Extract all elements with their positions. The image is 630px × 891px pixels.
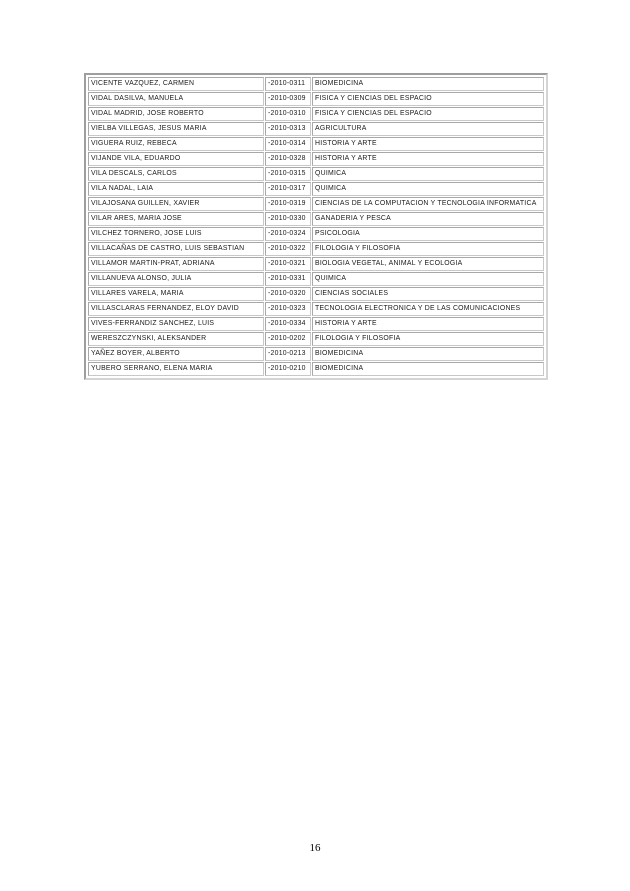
cell-area: BIOMEDICINA bbox=[312, 362, 544, 376]
cell-reference-code: -2010-0319 bbox=[265, 197, 311, 211]
cell-reference-code: -2010-0328 bbox=[265, 152, 311, 166]
cell-reference-code: -2010-0321 bbox=[265, 257, 311, 271]
table-row bbox=[88, 287, 544, 301]
cell-area: HISTORIA Y ARTE bbox=[312, 317, 544, 331]
cell-researcher-name: VILA NADAL, LAIA bbox=[88, 182, 264, 196]
cell-reference-code: -2010-0313 bbox=[265, 122, 311, 136]
table-row bbox=[88, 302, 544, 316]
cell-area: QUIMICA bbox=[312, 182, 544, 196]
cell-researcher-name: VIDAL DASILVA, MANUELA bbox=[88, 92, 264, 106]
cell-researcher-name: VILAJOSANA GUILLEN, XAVIER bbox=[88, 197, 264, 211]
cell-researcher-name: VIGUERA RUIZ, REBECA bbox=[88, 137, 264, 151]
table-row bbox=[88, 122, 544, 136]
cell-researcher-name: VILCHEZ TORNERO, JOSE LUIS bbox=[88, 227, 264, 241]
cell-researcher-name: VIELBA VILLEGAS, JESUS MARIA bbox=[88, 122, 264, 136]
cell-researcher-name: VIVES-FERRANDIZ SANCHEZ, LUIS bbox=[88, 317, 264, 331]
cell-reference-code: -2010-0311 bbox=[265, 77, 311, 91]
cell-reference-code: -2010-0331 bbox=[265, 272, 311, 286]
table-row bbox=[88, 242, 544, 256]
cell-researcher-name: YUBERO SERRANO, ELENA MARIA bbox=[88, 362, 264, 376]
table-row bbox=[88, 257, 544, 271]
table-body bbox=[88, 77, 544, 376]
table-row bbox=[88, 197, 544, 211]
cell-reference-code: -2010-0309 bbox=[265, 92, 311, 106]
table-row bbox=[88, 182, 544, 196]
cell-researcher-name: VILLASCLARAS FERNANDEZ, ELOY DAVID bbox=[88, 302, 264, 316]
cell-researcher-name: WERESZCZYNSKI, ALEKSANDER bbox=[88, 332, 264, 346]
page-number: 16 bbox=[309, 842, 321, 854]
cell-area: GANADERIA Y PESCA bbox=[312, 212, 544, 226]
table-row bbox=[88, 92, 544, 106]
table-row bbox=[88, 347, 544, 361]
cell-reference-code: -2010-0314 bbox=[265, 137, 311, 151]
cell-researcher-name: VILAR ARES, MARIA JOSE bbox=[88, 212, 264, 226]
cell-area: HISTORIA Y ARTE bbox=[312, 152, 544, 166]
cell-area: BIOLOGIA VEGETAL, ANIMAL Y ECOLOGIA bbox=[312, 257, 544, 271]
cell-area: PSICOLOGIA bbox=[312, 227, 544, 241]
cell-researcher-name: VICENTE VAZQUEZ, CARMEN bbox=[88, 77, 264, 91]
cell-reference-code: -2010-0315 bbox=[265, 167, 311, 181]
cell-area: CIENCIAS DE LA COMPUTACION Y TECNOLOGIA INFORMATICA bbox=[312, 197, 544, 211]
cell-reference-code: -2010-0210 bbox=[265, 362, 311, 376]
cell-researcher-name: VIJANDE VILA, EDUARDO bbox=[88, 152, 264, 166]
cell-area: BIOMEDICINA bbox=[312, 347, 544, 361]
table-row bbox=[88, 77, 544, 91]
cell-researcher-name: VILLANUEVA ALONSO, JULIA bbox=[88, 272, 264, 286]
cell-reference-code: -2010-0323 bbox=[265, 302, 311, 316]
cell-area: HISTORIA Y ARTE bbox=[312, 137, 544, 151]
cell-area: TECNOLOGIA ELECTRONICA Y DE LAS COMUNICACIONES bbox=[312, 302, 544, 316]
cell-area: QUIMICA bbox=[312, 167, 544, 181]
cell-researcher-name: VIDAL MADRID, JOSE ROBERTO bbox=[88, 107, 264, 121]
grant-table bbox=[84, 73, 548, 380]
table-row bbox=[88, 152, 544, 166]
cell-area: FISICA Y CIENCIAS DEL ESPACIO bbox=[312, 92, 544, 106]
cell-reference-code: -2010-0310 bbox=[265, 107, 311, 121]
cell-area: AGRICULTURA bbox=[312, 122, 544, 136]
cell-area: BIOMEDICINA bbox=[312, 77, 544, 91]
cell-researcher-name: VILA DESCALS, CARLOS bbox=[88, 167, 264, 181]
cell-area: FILOLOGIA Y FILOSOFIA bbox=[312, 332, 544, 346]
cell-area: FILOLOGIA Y FILOSOFIA bbox=[312, 242, 544, 256]
table-row bbox=[88, 137, 544, 151]
cell-reference-code: -2010-0317 bbox=[265, 182, 311, 196]
table-row bbox=[88, 272, 544, 286]
cell-reference-code: -2010-0213 bbox=[265, 347, 311, 361]
cell-reference-code: -2010-0330 bbox=[265, 212, 311, 226]
table-row bbox=[88, 332, 544, 346]
cell-area: QUIMICA bbox=[312, 272, 544, 286]
grant-table-grid bbox=[87, 76, 545, 377]
cell-area: CIENCIAS SOCIALES bbox=[312, 287, 544, 301]
cell-reference-code: -2010-0324 bbox=[265, 227, 311, 241]
table-row bbox=[88, 212, 544, 226]
table-row bbox=[88, 362, 544, 376]
cell-reference-code: -2010-0320 bbox=[265, 287, 311, 301]
cell-researcher-name: VILLAMOR MARTIN-PRAT, ADRIANA bbox=[88, 257, 264, 271]
table-row bbox=[88, 167, 544, 181]
cell-area: FISICA Y CIENCIAS DEL ESPACIO bbox=[312, 107, 544, 121]
cell-researcher-name: VILLACAÑAS DE CASTRO, LUIS SEBASTIAN bbox=[88, 242, 264, 256]
cell-researcher-name: YAÑEZ BOYER, ALBERTO bbox=[88, 347, 264, 361]
table-row bbox=[88, 317, 544, 331]
cell-reference-code: -2010-0322 bbox=[265, 242, 311, 256]
table-row bbox=[88, 107, 544, 121]
cell-researcher-name: VILLARES VARELA, MARIA bbox=[88, 287, 264, 301]
cell-reference-code: -2010-0334 bbox=[265, 317, 311, 331]
table-row bbox=[88, 227, 544, 241]
cell-reference-code: -2010-0202 bbox=[265, 332, 311, 346]
